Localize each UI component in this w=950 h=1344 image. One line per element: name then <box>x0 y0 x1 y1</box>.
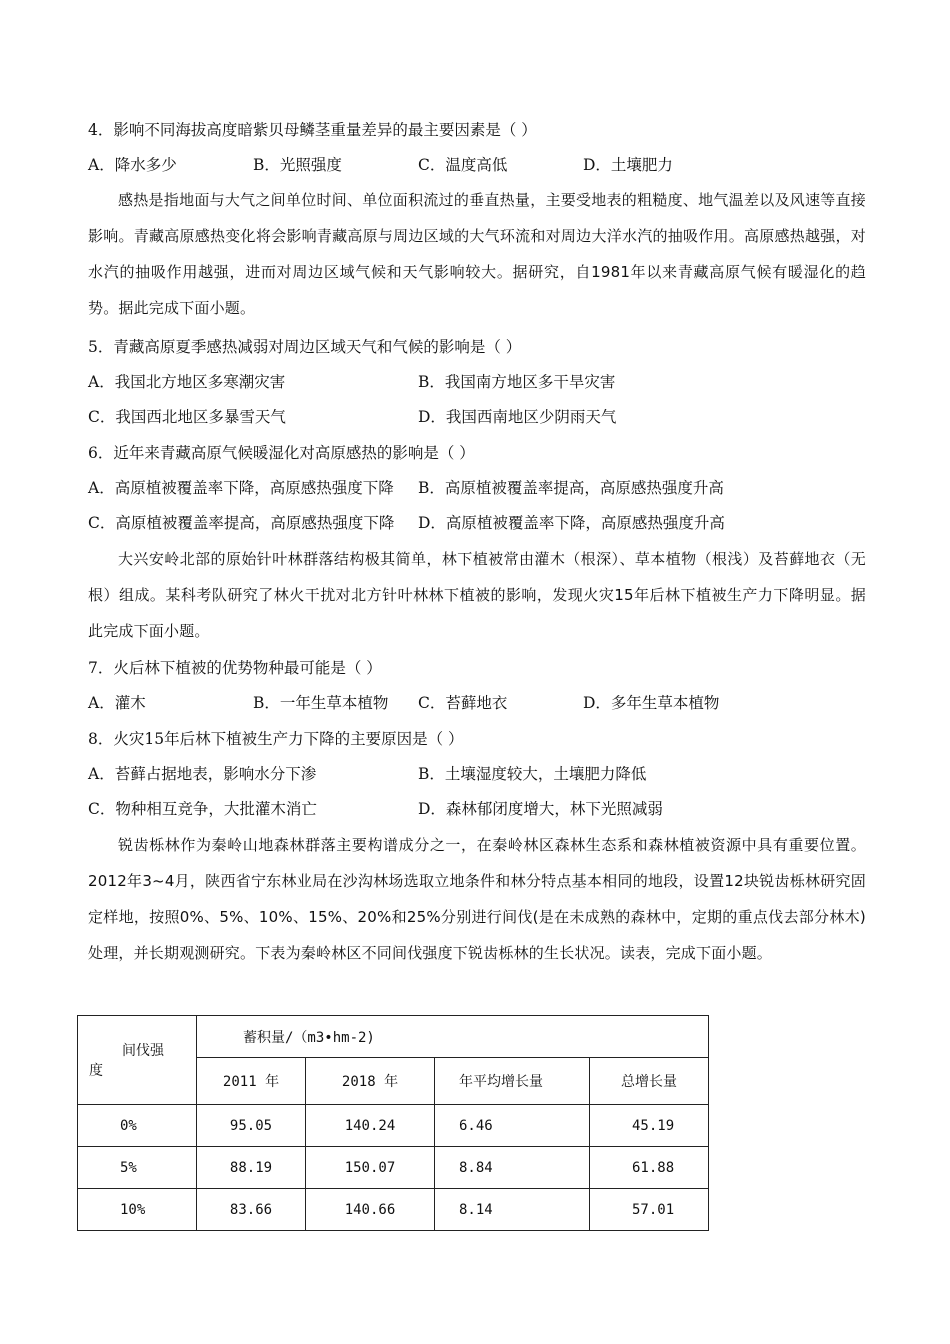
row-total-growth: 45.19 <box>590 1105 709 1147</box>
table-row <box>78 1189 709 1231</box>
q5-option-d: D．我国西南地区少阴雨天气 <box>418 408 617 426</box>
row-2011-value: 95.05 <box>197 1105 306 1147</box>
q7-option-d: D．多年生草本植物 <box>583 694 720 712</box>
growth-table <box>77 1015 709 1231</box>
q6-option-d: D．高原植被覆盖率下降，高原感热强度升高 <box>418 514 725 532</box>
q4-stem: 4．影响不同海拔高度暗紫贝母鳞茎重量差异的最主要因素是（ ） <box>88 121 537 139</box>
table-row <box>78 1147 709 1189</box>
passage-forest-fire <box>88 541 866 649</box>
row-thinning-intensity: 0% <box>78 1105 197 1147</box>
q8-option-b: B．土壤湿度较大，土壤肥力降低 <box>418 765 647 783</box>
q4-option-d: D．土壤肥力 <box>583 156 673 174</box>
stock-volume-header: 蓄积量/（m3•hm-2) <box>197 1016 709 1058</box>
passage-sensible-heat-text: 感热是指地面与大气之间单位时间、单位面积流过的垂直热量，主要受地表的粗糙度、地气温差以及风速等直接影响。青藏高原感热变化将会影响青藏高原与周边区域的大气环流和对周边大洋水汽的抽吸作用。高原感热越强，对水汽的抽吸作用越强，进而对周边区域气候和天气影响较大。据研究，自1981年以来青藏高原气候有暖湿化的趋势。据此完成下面小题。 <box>88 191 866 317</box>
passage-forest-fire-text: 大兴安岭北部的原始针叶林群落结构极其简单，林下植被常由灌木（根深）、草本植物（根浅）及苔藓地衣（无根）组成。某科考队研究了林火干扰对北方针叶林林下植被的影响，发现火灾15年后林下植被生产力下降明显。据此完成下面小题。 <box>88 550 866 640</box>
q8-stem: 8．火灾15年后林下植被生产力下降的主要原因是（ ） <box>88 730 464 748</box>
row-annual-growth: 8.84 <box>435 1147 590 1189</box>
passage-thinning-text: 锐齿栎林作为秦岭山地森林群落主要构谱成分之一，在秦岭林区森林生态系和森林植被资源中具有重要位置。2012年3~4月，陕西省宁东林业局在沙沟林场选取立地条件和林分特点基本相同的地段，设置12块锐齿栎林研究固定样地，按照0%、5%、10%、15%、20%和25%分别进行间伐(是在未成熟的森林中，定期的重点伐去部分林木)处理，并长期观测研究。下表为秦岭林区不同间伐强度下锐齿栎林的生长状况。读表，完成下面小题。 <box>88 836 866 962</box>
q6-stem: 6．近年来青藏高原气候暖湿化对高原感热的影响是（ ） <box>88 444 475 462</box>
row-annual-growth: 8.14 <box>435 1189 590 1231</box>
q5-stem: 5．青藏高原夏季感热减弱对周边区域天气和气候的影响是（ ） <box>88 338 522 356</box>
corner-label-line1: 间伐强 <box>122 1043 164 1059</box>
row-2011-value: 83.66 <box>197 1189 306 1231</box>
row-thinning-intensity: 5% <box>78 1147 197 1189</box>
corner-label-line2: 度 <box>89 1063 103 1079</box>
passage-sensible-heat <box>88 182 866 326</box>
col-header-annual-growth: 年平均增长量 <box>435 1058 590 1105</box>
q4-option-c: C．温度高低 <box>418 156 508 174</box>
row-thinning-intensity: 10% <box>78 1189 197 1231</box>
row-2018-value: 140.24 <box>306 1105 435 1147</box>
q6-option-a: A．高原植被覆盖率下降，高原感热强度下降 <box>88 479 394 497</box>
q8-option-a: A．苔藓占据地表，影响水分下渗 <box>88 765 317 783</box>
q4-option-a: A．降水多少 <box>88 156 177 174</box>
q7-option-a: A．灌木 <box>88 694 146 712</box>
row-2011-value: 88.19 <box>197 1147 306 1189</box>
col-header-total-growth: 总增长量 <box>590 1058 709 1105</box>
q5-option-a: A．我国北方地区多寒潮灾害 <box>88 373 286 391</box>
q5-option-c: C．我国西北地区多暴雪天气 <box>88 408 286 426</box>
q7-option-c: C．苔藓地衣 <box>418 694 508 712</box>
q7-stem: 7．火后林下植被的优势物种最可能是（ ） <box>88 659 382 677</box>
q8-option-d: D．森林郁闭度增大，林下光照减弱 <box>418 800 663 818</box>
q6-option-c: C．高原植被覆盖率提高，高原感热强度下降 <box>88 514 395 532</box>
passage-thinning <box>88 827 866 971</box>
col-header-2011: 2011 年 <box>197 1058 306 1105</box>
q8-option-c: C．物种相互竞争，大批灌木消亡 <box>88 800 317 818</box>
row-annual-growth: 6.46 <box>435 1105 590 1147</box>
q4-option-b: B．光照强度 <box>253 156 342 174</box>
table-corner-header <box>78 1016 197 1105</box>
q5-option-b: B．我国南方地区多干旱灾害 <box>418 373 616 391</box>
table-row <box>78 1105 709 1147</box>
row-total-growth: 57.01 <box>590 1189 709 1231</box>
row-2018-value: 140.66 <box>306 1189 435 1231</box>
q6-option-b: B．高原植被覆盖率提高，高原感热强度升高 <box>418 479 724 497</box>
row-total-growth: 61.88 <box>590 1147 709 1189</box>
row-2018-value: 150.07 <box>306 1147 435 1189</box>
q7-option-b: B．一年生草本植物 <box>253 694 389 712</box>
col-header-2018: 2018 年 <box>306 1058 435 1105</box>
